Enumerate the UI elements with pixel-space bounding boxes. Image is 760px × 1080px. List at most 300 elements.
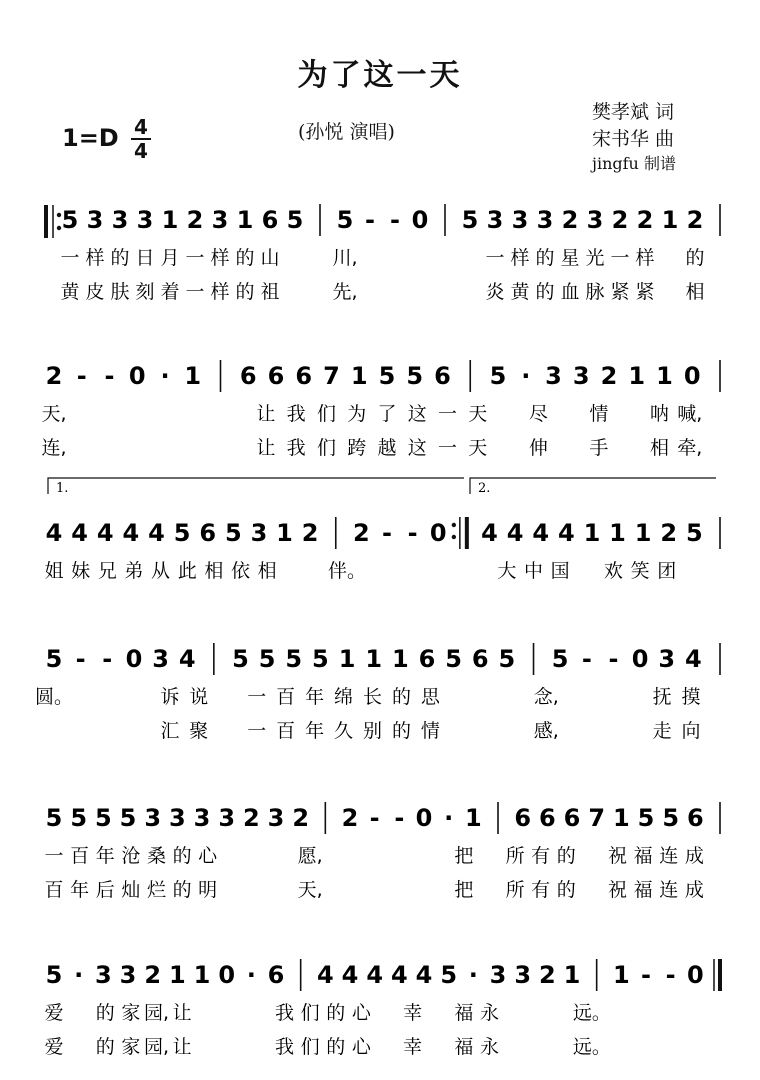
note: ·: [444, 804, 454, 832]
note: 4: [506, 519, 524, 547]
lyric-char: 久: [334, 720, 354, 742]
note: 6: [538, 804, 556, 832]
note: -: [665, 961, 676, 989]
lyric-char: 伸: [528, 437, 548, 459]
note: 1: [634, 519, 652, 547]
note: 5: [224, 519, 242, 547]
note: 4: [316, 961, 334, 989]
lyric-char: 姐: [44, 560, 64, 582]
lyric-char: 把: [454, 845, 474, 867]
lyric-char: 紧: [635, 281, 655, 303]
lyric-char: 的: [172, 879, 192, 901]
note: 1: [391, 645, 409, 673]
lyric-char: 爱: [44, 1036, 64, 1058]
lyric-char: 年: [70, 879, 90, 901]
note: 2: [144, 961, 162, 989]
lyric-char: 此: [177, 560, 197, 582]
lyric-char: 心: [198, 845, 218, 867]
lyric-char: 中: [524, 560, 544, 582]
lyric-char: 手: [589, 437, 609, 459]
note: 4: [557, 519, 575, 547]
note: 0: [683, 362, 701, 390]
lyric-char: 把: [454, 879, 474, 901]
note: 3: [572, 362, 590, 390]
note: 5: [173, 519, 191, 547]
note: 1: [236, 206, 254, 234]
note: 6: [418, 645, 436, 673]
lyric-char: 福: [454, 1002, 474, 1024]
note: ·: [246, 961, 256, 989]
note: 5: [232, 645, 249, 673]
lyric-char: 心: [351, 1002, 371, 1024]
note: -: [394, 804, 405, 832]
lyric-char: 感,: [533, 720, 559, 742]
lyric-char: 尽: [528, 403, 548, 425]
note: 5: [489, 362, 507, 390]
lyric-char: 皮: [85, 281, 105, 303]
note: 5: [406, 362, 424, 390]
lyric-char: 了: [377, 403, 397, 425]
note: 6: [199, 519, 217, 547]
lyric-char: 远。: [572, 1036, 611, 1058]
lyric-char: 依: [230, 560, 250, 582]
lyric-char: 的: [235, 247, 255, 269]
lyric-char: 别: [363, 720, 383, 742]
note: 3: [545, 362, 562, 390]
note: 6: [239, 362, 257, 390]
lyric-char: 的: [685, 247, 705, 269]
note: 2: [45, 362, 63, 390]
lyric-char: 百: [44, 879, 64, 901]
note: ·: [74, 961, 84, 989]
lyric-char: 呐: [649, 403, 669, 425]
note: 1: [338, 645, 356, 673]
note: 1: [656, 362, 673, 390]
note: 4: [45, 519, 63, 547]
lyric-char: 让: [256, 437, 276, 459]
lyric-char: 先,: [332, 281, 358, 303]
note: 1: [184, 362, 202, 390]
note: 3: [658, 645, 676, 673]
volta-bracket: [48, 478, 464, 494]
note: 4: [341, 961, 359, 989]
note: 5: [637, 804, 655, 832]
lyric-char: 们: [300, 1002, 320, 1024]
lyric-char: 们: [300, 1036, 320, 1058]
lyric-char: 一: [44, 845, 64, 867]
note: 3: [489, 961, 507, 989]
note: 3: [111, 206, 129, 234]
lyric-char: 的: [326, 1036, 346, 1058]
lyric-char: 弟: [124, 560, 144, 582]
note: -: [76, 362, 87, 390]
repeat-dot: [452, 523, 456, 527]
lyric-char: 血: [560, 281, 580, 303]
lyric-char: 所: [505, 845, 525, 867]
lyric-char: 祖: [260, 281, 280, 303]
note: 3: [514, 961, 532, 989]
lyric-char: 的: [326, 1002, 346, 1024]
note: 6: [267, 961, 285, 989]
lyric-char: 一: [438, 437, 458, 459]
volta-label: 2.: [478, 481, 491, 496]
note: 5: [285, 645, 303, 673]
note: -: [407, 519, 418, 547]
lyric-char: 祝: [608, 845, 628, 867]
note: 1: [464, 804, 482, 832]
note: -: [104, 362, 115, 390]
note: 1: [612, 961, 630, 989]
repeat-dot: [57, 213, 61, 217]
note: 3: [193, 804, 211, 832]
note: 2: [660, 519, 678, 547]
note: 1: [661, 206, 679, 234]
note: 6: [434, 362, 451, 390]
note: 1: [168, 961, 186, 989]
singer-credit: (孙悦 演唱): [298, 121, 395, 143]
note: 5: [45, 961, 63, 989]
note: 3: [168, 804, 186, 832]
note: 4: [148, 519, 165, 547]
note: 3: [586, 206, 604, 234]
lyric-char: 诉: [160, 686, 180, 708]
lyric-char: 成: [684, 845, 704, 867]
lyric-char: 的: [556, 845, 576, 867]
note: 2: [636, 206, 654, 234]
lyric-char: 百: [276, 686, 296, 708]
lyric-char: 祝: [608, 879, 628, 901]
note: 2: [301, 519, 319, 547]
note: 6: [261, 206, 279, 234]
lyric-char: 伴。: [328, 560, 367, 582]
lyric-char: 的: [235, 281, 255, 303]
note: 1: [365, 645, 383, 673]
repeat-dot: [57, 226, 61, 230]
note: 5: [378, 362, 396, 390]
note: 4: [532, 519, 550, 547]
lyric-char: 日: [135, 247, 155, 269]
lyric-char: 福: [633, 845, 653, 867]
note: 0: [218, 961, 236, 989]
note: 3: [136, 206, 154, 234]
lyric-char: 聚: [189, 720, 209, 742]
note: 5: [662, 804, 680, 832]
repeat-dot: [452, 535, 456, 539]
note: 1: [609, 519, 626, 547]
lyric-char: 长: [363, 686, 383, 708]
note: -: [382, 519, 392, 547]
note: 6: [471, 645, 489, 673]
lyric-char: 刻: [135, 281, 155, 303]
lyric-char: 抚: [652, 686, 672, 708]
note: 2: [538, 961, 556, 989]
lyric-char: 有: [531, 845, 551, 867]
note: -: [365, 206, 375, 234]
note: 2: [341, 804, 359, 832]
lyric-char: 福: [454, 1036, 474, 1058]
note: 5: [61, 206, 79, 234]
lyric-char: 年: [305, 720, 325, 742]
volta-label: 1.: [56, 481, 69, 496]
note: 5: [258, 645, 276, 673]
lyric-char: 川,: [332, 247, 358, 269]
note: 6: [563, 804, 581, 832]
lyric-char: 向: [681, 720, 701, 742]
lyric-char: 家: [121, 1036, 141, 1058]
lyric-char: 烂: [146, 879, 166, 901]
note: 1: [563, 961, 581, 989]
lyric-char: 说: [189, 686, 209, 708]
lyric-char: 家: [121, 1002, 141, 1024]
note: 3: [152, 645, 169, 673]
lyric-char: 肤: [110, 281, 130, 303]
lyric-char: 天: [468, 403, 488, 425]
lyric-char: 明: [198, 879, 218, 901]
lyric-char: 情: [589, 403, 609, 425]
lyric-char: 我: [286, 403, 306, 425]
lyric-char: 汇: [160, 720, 180, 742]
lyric-char: 的: [535, 247, 555, 269]
lyric-char: 园,: [143, 1002, 169, 1024]
lyric-char: 我: [275, 1002, 295, 1024]
lyric-char: 走: [652, 720, 672, 742]
lyric-char: 样: [210, 281, 230, 303]
lyric-char: 幸: [403, 1002, 423, 1024]
note: 5: [119, 804, 137, 832]
lyric-char: 让: [172, 1002, 192, 1024]
lyric-char: 桑: [146, 845, 166, 867]
lyric-char: 幸: [403, 1036, 423, 1058]
lyric-char: 国: [550, 560, 570, 582]
note: 7: [588, 804, 606, 832]
note: 4: [71, 519, 88, 547]
note: 6: [295, 362, 313, 390]
lyric-char: 有: [531, 879, 551, 901]
lyric-char: 一: [185, 247, 205, 269]
lyric-char: 样: [210, 247, 230, 269]
lyric-char: 这: [407, 437, 427, 459]
lyric-char: 的: [391, 720, 411, 742]
lyric-char: 福: [633, 879, 653, 901]
note: 2: [686, 206, 704, 234]
note: 5: [461, 206, 479, 234]
lyric-char: 样: [510, 247, 530, 269]
note: 5: [286, 206, 304, 234]
lyric-char: 一: [610, 247, 630, 269]
note: 3: [211, 206, 229, 234]
note: 3: [218, 804, 236, 832]
note: 2: [600, 362, 618, 390]
lyric-char: 妹: [71, 560, 91, 582]
lyric-char: 年: [305, 686, 325, 708]
lyric-char: 紧: [610, 281, 630, 303]
lyric-char: 沧: [121, 845, 141, 867]
lyric-char: 相: [649, 437, 669, 459]
lyric-char: 笑: [630, 560, 650, 582]
lyric-char: 后: [95, 879, 115, 901]
time-denominator: 4: [134, 139, 148, 163]
lyric-char: 山: [260, 247, 280, 269]
lyric-char: 念,: [533, 686, 559, 708]
lyric-char: 的: [110, 247, 130, 269]
note: 3: [94, 961, 112, 989]
lyric-char: 兄: [97, 560, 117, 582]
lyric-char: 思: [420, 686, 440, 708]
note: 5: [45, 645, 63, 673]
lyric-char: 百: [70, 845, 90, 867]
lyric-char: 相: [257, 560, 277, 582]
lyric-char: 心: [351, 1036, 371, 1058]
note: 4: [96, 519, 114, 547]
note: 5: [551, 645, 569, 673]
note: 3: [536, 206, 554, 234]
note: 0: [411, 206, 429, 234]
lyric-char: 黄: [510, 281, 530, 303]
lyric-char: 大: [497, 560, 517, 582]
lyric-char: 摸: [681, 686, 701, 708]
lyric-char: 这: [407, 403, 427, 425]
lyric-char: 天,: [297, 879, 323, 901]
note: 2: [611, 206, 629, 234]
lyric-char: 我: [275, 1036, 295, 1058]
lyric-char: 跨: [347, 437, 367, 459]
note: 4: [415, 961, 433, 989]
lyric-char: 一: [60, 247, 80, 269]
note: 4: [178, 645, 196, 673]
note: ·: [160, 362, 170, 390]
note: 3: [86, 206, 104, 234]
lyric-char: 情: [420, 720, 440, 742]
lyric-char: 欢: [603, 560, 623, 582]
note: 6: [514, 804, 532, 832]
composer-credit: 宋书华 曲: [592, 128, 675, 150]
note: 2: [292, 804, 310, 832]
lyric-char: 天,: [41, 403, 67, 425]
lyric-char: 喊,: [677, 403, 703, 425]
lyric-char: 的: [95, 1036, 115, 1058]
note: -: [102, 645, 113, 673]
note: 0: [125, 645, 143, 673]
lyric-char: 所: [505, 879, 525, 901]
note: 5: [336, 206, 354, 234]
note: 0: [128, 362, 146, 390]
lyric-char: 的: [172, 845, 192, 867]
note: 7: [323, 362, 340, 390]
lyric-char: 圆。: [34, 686, 74, 708]
lyric-char: 的: [95, 1002, 115, 1024]
note: 6: [686, 804, 704, 832]
lyric-char: 一: [485, 247, 505, 269]
arranger-credit: jingfu 制谱: [592, 154, 676, 173]
note: 4: [122, 519, 140, 547]
lyric-char: 绵: [334, 686, 354, 708]
note: 5: [440, 961, 458, 989]
note: -: [608, 645, 619, 673]
time-numerator: 4: [134, 115, 148, 139]
lyric-char: 灿: [121, 879, 141, 901]
lyric-char: 为: [347, 403, 367, 425]
lyric-char: 年: [95, 845, 115, 867]
lyric-char: 脉: [585, 281, 605, 303]
note: 0: [686, 961, 704, 989]
lyric-char: 从: [151, 560, 171, 582]
lyricist-credit: 樊孝斌 词: [592, 101, 675, 123]
lyric-char: 天: [468, 437, 488, 459]
lyric-char: 园,: [143, 1036, 169, 1058]
note: 1: [350, 362, 368, 390]
lyric-char: 一: [247, 686, 267, 708]
lyric-char: 我: [286, 437, 306, 459]
note: 4: [481, 519, 498, 547]
note: -: [641, 961, 651, 989]
lyric-char: 连,: [41, 437, 67, 459]
lyric-char: 远。: [572, 1002, 611, 1024]
volta-bracket: [470, 478, 716, 494]
lyric-char: 相: [204, 560, 224, 582]
note: ·: [468, 961, 478, 989]
note: 1: [276, 519, 293, 547]
song-title: 为了这一天: [297, 58, 463, 93]
lyric-char: 炎: [485, 281, 505, 303]
note: 4: [366, 961, 384, 989]
note: 1: [612, 804, 630, 832]
lyric-char: 一: [247, 720, 267, 742]
lyric-char: 黄: [60, 281, 80, 303]
note: 5: [94, 804, 112, 832]
lyric-char: 们: [316, 403, 336, 425]
lyric-char: 爱: [44, 1002, 64, 1024]
note: -: [369, 804, 380, 832]
lyric-char: 光: [585, 247, 605, 269]
lyric-char: 让: [172, 1036, 192, 1058]
lyric-char: 愿,: [297, 845, 323, 867]
lyric-char: 一: [438, 403, 458, 425]
note: 2: [242, 804, 260, 832]
note: 3: [267, 804, 285, 832]
note: 2: [353, 519, 370, 547]
lyric-char: 永: [479, 1002, 499, 1024]
lyric-char: 的: [535, 281, 555, 303]
lyric-char: 的: [391, 686, 411, 708]
lyric-char: 连: [659, 879, 679, 901]
key-signature: 1=D: [62, 124, 119, 152]
lyric-char: 让: [256, 403, 276, 425]
lyric-char: 成: [684, 879, 704, 901]
note: 1: [583, 519, 601, 547]
note: 3: [250, 519, 268, 547]
note: 3: [511, 206, 529, 234]
lyric-char: 样: [85, 247, 105, 269]
note: 5: [498, 645, 516, 673]
note: 3: [144, 804, 162, 832]
lyric-char: 月: [160, 247, 180, 269]
lyric-char: 团: [657, 560, 677, 582]
note: 2: [186, 206, 204, 234]
lyric-char: 星: [560, 247, 580, 269]
lyric-char: 一: [185, 281, 205, 303]
lyric-char: 永: [479, 1036, 499, 1058]
note: 4: [390, 961, 408, 989]
lyric-char: 样: [635, 247, 655, 269]
note: 0: [415, 804, 433, 832]
lyric-char: 着: [160, 281, 180, 303]
note: -: [75, 645, 86, 673]
lyric-char: 的: [556, 879, 576, 901]
note: 5: [445, 645, 462, 673]
note: 5: [45, 804, 63, 832]
note: 3: [486, 206, 504, 234]
lyric-char: 越: [377, 437, 397, 459]
